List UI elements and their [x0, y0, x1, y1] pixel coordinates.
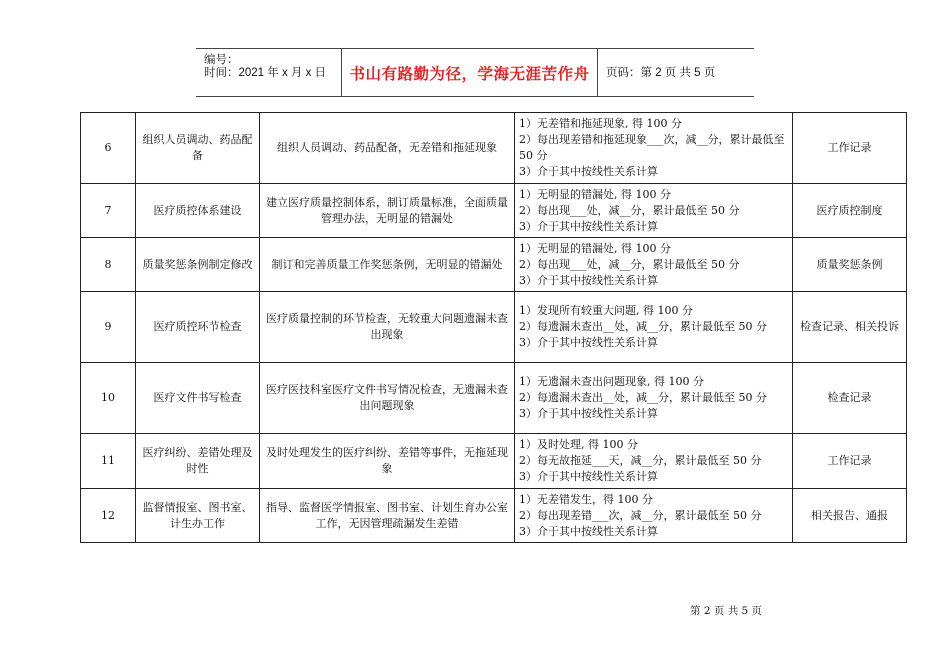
scoring-line: 3）介于其中按线性关系计算: [519, 219, 658, 233]
row-source: 工作记录: [793, 113, 907, 184]
page-footer: 第 2 页 共 5 页: [690, 605, 763, 617]
table-row: [81, 489, 907, 543]
row-scoring: [515, 363, 793, 434]
row-item: 医疗质控环节检查: [136, 292, 260, 363]
scoring-line: 2）每出现___处，减__分，累计最低至 50 分: [519, 257, 740, 271]
row-number: 12: [81, 489, 136, 543]
row-standard: 医疗质量控制的环节检查，无较重大问题遗漏未查出现象: [260, 292, 515, 363]
row-source: 质量奖惩条例: [793, 238, 907, 292]
row-number: 10: [81, 363, 136, 434]
row-standard: 组织人员调动、药品配备，无差错和拖延现象: [260, 113, 515, 184]
row-scoring: [515, 184, 793, 238]
table-row: [81, 363, 907, 434]
scoring-line: 2）每遗漏未查出__处，减__分，累计最低至 50 分: [519, 391, 767, 404]
row-item: 质量奖惩条例制定修改: [136, 238, 260, 292]
scoring-line: 1）发现所有较重大问题, 得 100 分: [519, 304, 693, 317]
row-number: 9: [81, 292, 136, 363]
scoring-line: 1）无差错发生，得 100 分: [519, 492, 653, 506]
row-standard: 指导、监督医学情报室、图书室、计划生育办公室工作，无因管理疏漏发生差错: [260, 489, 515, 543]
page-header: [196, 48, 754, 97]
scoring-line: 1）及时处理, 得 100 分: [519, 438, 638, 451]
row-source: 工作记录: [793, 434, 907, 489]
scoring-line: 1）无明显的错漏处, 得 100 分: [519, 241, 671, 255]
row-number: 11: [81, 434, 136, 489]
scoring-line: 3）介于其中按线性关系计算: [519, 524, 658, 538]
scoring-line: 3）介于其中按线性关系计算: [519, 273, 658, 287]
table-row: [81, 238, 907, 292]
row-scoring: [515, 489, 793, 543]
table-row: [81, 184, 907, 238]
row-scoring: [515, 292, 793, 363]
header-page-cell: [598, 49, 754, 96]
row-item: 医疗文件书写检查: [136, 363, 260, 434]
header-meta-cell: [196, 49, 342, 96]
row-scoring: [515, 113, 793, 184]
scoring-line: 3）介于其中按线性关系计算: [519, 470, 658, 483]
row-number: 6: [81, 113, 136, 184]
row-item: 医疗纠纷、差错处理及时性: [136, 434, 260, 489]
motto-text: 书山有路勤为径，学海无涯苦作舟: [349, 64, 590, 83]
assessment-table: [80, 112, 907, 543]
scoring-line: 2）每出现差错和拖延现象___次，减__分，累计最低至 50 分: [519, 133, 785, 162]
row-standard: 及时处理发生的医疗纠纷、差错等事件，无拖延现象: [260, 434, 515, 489]
row-number: 7: [81, 184, 136, 238]
row-source: 医疗质控制度: [793, 184, 907, 238]
table-row: [81, 434, 907, 489]
scoring-line: 1）无遗漏未查出问题现象, 得 100 分: [519, 375, 704, 388]
scoring-line: 1）无明显的错漏处, 得 100 分: [519, 187, 671, 201]
scoring-line: 2）每出现差错___次，减__分，累计最低至 50 分: [519, 508, 762, 522]
table-row: [81, 292, 907, 363]
row-standard: 建立医疗质量控制体系，制订质量标准，全面质量管理办法，无明显的错漏处: [260, 184, 515, 238]
table-row: [81, 113, 907, 184]
row-number: 8: [81, 238, 136, 292]
scoring-line: 3）介于其中按线性关系计算: [519, 165, 658, 178]
row-source: 检查记录: [793, 363, 907, 434]
time-label: 时间：2021 年 x 月 x 日: [204, 67, 327, 79]
header-motto-cell: [342, 49, 598, 96]
row-scoring: [515, 434, 793, 489]
row-source: 相关报告、通报: [793, 489, 907, 543]
row-standard: 制订和完善质量工作奖惩条例，无明显的错漏处: [260, 238, 515, 292]
scoring-line: 1）无差错和拖延现象, 得 100 分: [519, 117, 682, 130]
number-label: 编号：: [204, 54, 239, 66]
row-item: 组织人员调动、药品配备: [136, 113, 260, 184]
scoring-line: 2）每遗漏未查出__处，减__分，累计最低至 50 分: [519, 320, 767, 333]
row-scoring: [515, 238, 793, 292]
row-item: 监督情报室、图书室、计生办工作: [136, 489, 260, 543]
page-number-label: 页码：第 2 页 共 5 页: [606, 66, 716, 79]
row-item: 医疗质控体系建设: [136, 184, 260, 238]
scoring-line: 2）每无故拖延___天，减__分，累计最低至 50 分: [519, 454, 762, 467]
row-standard: 医疗医技科室医疗文件书写情况检查，无遗漏未查出问题现象: [260, 363, 515, 434]
scoring-line: 3）介于其中按线性关系计算: [519, 407, 658, 420]
scoring-line: 3）介于其中按线性关系计算: [519, 336, 658, 349]
row-source: 检查记录、相关投诉: [793, 292, 907, 363]
scoring-line: 2）每出现___处，减__分，累计最低至 50 分: [519, 203, 740, 217]
